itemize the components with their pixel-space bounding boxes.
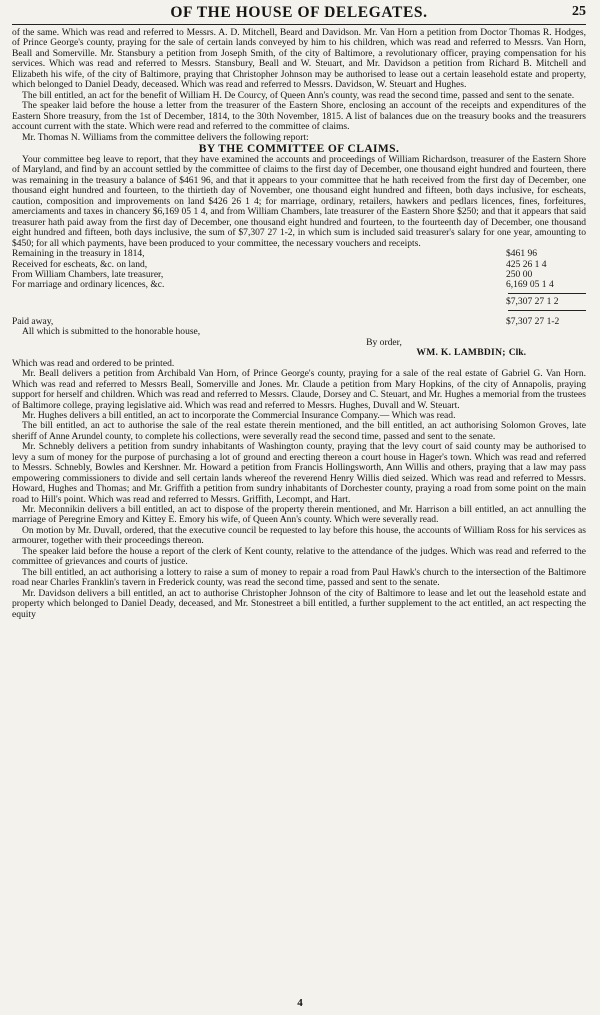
paragraph: of the same. Which was read and referred to Messrs. A. D. Mitchell, Beard and Davidson. Mr. Van Horn a petition from Doctor Thomas R. Hodges, of Prince George's county, praying for the sale of certain lands conveyed by him to his children, which was read and referred to Messrs. Van Horn, Beall and Somerville. Mr. Stansbury a petition from Joseph Smith, of the city of Baltimore, a revolutionary officer, praying compensation for his services. Which was read and referred to Messrs. Stansbury, Beall and W. Steuart, and Mr. Davidson a petition from Richard B. Mitchell and Elizabeth his wife, of the city of Baltimore, praying that Christopher Johnson may be authorised to lease out a certain leasehold estate and property, which belonged to Daniel Deady, deceased. Which was read and referred to Messrs. Davidson, W. Steuart and Hughes.	[12, 27, 586, 91]
account-table	[12, 249, 586, 327]
paid-amount: $7,307 27 1-2	[506, 315, 560, 327]
signature-name: WM. K. LAMBDIN;	[416, 347, 506, 359]
submitted-line: All which is submitted to the honorable house,	[22, 326, 201, 338]
signature-mark: 4	[297, 997, 303, 1009]
account-label: For marriage and ordinary licences, &c.	[12, 279, 165, 291]
paid-row	[12, 317, 586, 327]
page-header	[12, 4, 586, 25]
paragraph: Which was read and ordered to be printed.	[12, 357, 175, 369]
paragraph: Mr. Beall delivers a petition from Archibald Van Horn, of Prince George's county, praying for a sale of the real estate of Gabriel G. Van Horn. Which was read and referred to Messrs Beall, Somerville and Jones. Mr. Claude a petition from Mary Hopkins, of the city of Annapolis, praying support for herself and children. Which was read and referred to Messrs. Claude, Dorsey and C. Steuart, and Mr. Hughes a memorial from the trustees of Baltimore college, praying legislative aid. Which was read and referred to Messrs. Hughes, Duvall and W. Steuart.	[12, 368, 586, 411]
by-order: By order,	[366, 336, 402, 348]
paragraph: Mr. Schnebly delivers a petition from sundry inhabitants of Washington county, praying that the levy court of said county may be authorised to levy a sum of money for the purpose of purchasing a lot of ground and erecting thereon a court house in Hager's town. Which was read and referred to Messrs. Schnebly, Bowles and Kershner. Mr. Howard a petition from Francis Hollingsworth, Ann Willis and others, praying that a law may pass empowering commissioners to divide and sell certain lands whereof the reverend Henry Willis died seized. Which was read and referred to Messrs. Howard, Hughes and Thomas; and Mr. Griffith a petition from sundry inhabitants of Dorchester county, praying a road from some point on the main road to Hill's point. Which was read and referred to Messrs. Griffith, Lecompt, and Hart.	[12, 441, 586, 505]
account-amount: 6,169 05 1 4	[506, 279, 554, 291]
account-amount: $461 96	[506, 248, 538, 260]
page-number: 25	[572, 4, 586, 19]
account-row	[12, 280, 586, 290]
account-row	[12, 249, 586, 259]
account-label: Remaining in the treasury in 1814,	[12, 248, 145, 260]
paragraph: The bill entitled, an act for the benefit of William H. De Courcy, of Queen Ann's county, was read the second time, passed and sent to the senate.	[22, 89, 575, 101]
paragraph: The bill entitled, an act to authorise the sale of the real estate therein mentioned, and the bill entitled, an act authorising Solomon Groves, late sheriff of Anne Arundel county, to complete his collections, were severally read the second time, passed and sent to the senate.	[12, 420, 586, 442]
paragraph: Mr. Davidson delivers a bill entitled, an act to authorise Christopher Johnson of the city of Baltimore to lease and let out the leasehold estate and property which belonged to Daniel Deady, deceased, and Mr. Stonestreet a bill entitled, a further supplement to the act entitled, an act respecting the equity	[12, 587, 586, 620]
account-label: Received for escheats, &c. on land,	[12, 258, 148, 270]
paragraph: Mr. Thomas N. Williams from the committee delivers the following report:	[22, 131, 309, 143]
account-amount: 250 00	[506, 268, 533, 280]
paid-label: Paid away,	[12, 315, 54, 327]
paragraph: The bill entitled, an act authorising a lottery to raise a sum of money to repair a road from Paul Hawk's church to the intersection of the Baltimore road near Charles Franklin's tavern in Frederick county, was read the second time, passed and sent to the senate.	[12, 566, 586, 589]
body-text	[12, 28, 586, 620]
account-label: From William Chambers, late treasurer,	[12, 268, 164, 280]
account-total-row	[12, 296, 586, 308]
account-amount: 425 26 1 4	[506, 258, 547, 270]
sum-rule	[508, 310, 586, 311]
paragraph: Mr. Hughes delivers a bill entitled, an act to incorporate the Commercial Insurance Company.— Which was read.	[22, 409, 456, 421]
report-paragraph: Your committee beg leave to report, that they have examined the accounts and proceedings of William Richardson, treasurer of the Eastern Shore of Maryland, and find by an account settled by the committee of claims to the first day of December, one thousand eight hundred and fourteen, there was remaining in the treasury a balance of $461 96, and that it appears to your committee that he hath received from the first day of December, one thousand eight hundred and fourteen, to the thirtieth day of November, one thousand eight hundred and fifteen, both days inclusive, for escheats, caution, composition and improvements on land $426 26 1 4; for marriage, ordinary, retailers, hawkers and pedlars licences, fines, forfeitures, amerciaments and taxes in chancery $6,169 05 1 4, and from William Chambers, late treasurer of the Eastern Shore $250; and that it appears that said treasurer hath paid away from the first day of December, one thousand eight hundred and fourteen, to the fourteenth day of December, one thousand eight hundred and fifteen, both days inclusive, the sum of $7,307 27 1-2, in which sum is included said treasurer's salary for one year, amounting to $450; for all which payments, have been produced to your committee, the necessary vouchers and receipts.	[12, 153, 586, 249]
committee-heading: BY THE COMMITTEE OF CLAIMS.	[198, 142, 400, 155]
paragraph: On motion by Mr. Duvall, ordered, that the executive council be requested to lay before this house, the accounts of William Ross for his services as armourer, together with their proceedings thereon.	[12, 524, 586, 547]
sum-rule	[508, 293, 586, 294]
paragraph: The speaker laid before the house a letter from the treasurer of the Eastern Shore, enclosing an account of the receipts and expenditures of the Eastern Shore treasury, from the 1st of December, 1814, to the 30th November, 1815. A list of balances due on the treasury books and the treasurers account current with the state. Which were read and referred to the committee of claims.	[12, 100, 586, 133]
signature-title: Clk.	[508, 347, 526, 359]
running-title: OF THE HOUSE OF DELEGATES.	[170, 4, 428, 21]
paragraph: Mr. Meconnikin delivers a bill entitled, an act to dispose of the property therein mentioned, and Mr. Harrison a bill entitled, an act annulling the marriage of Peregrine Emory and Kittey E. Emory his wife, of Queen Ann's county. Which were severally read.	[12, 504, 586, 526]
account-total: $7,307 27 1 2	[506, 295, 559, 307]
paragraph: The speaker laid before the house a report of the clerk of Kent county, relative to the attendance of the judges. Which was read and referred to the committee of grievances and courts of justice.	[12, 545, 586, 568]
